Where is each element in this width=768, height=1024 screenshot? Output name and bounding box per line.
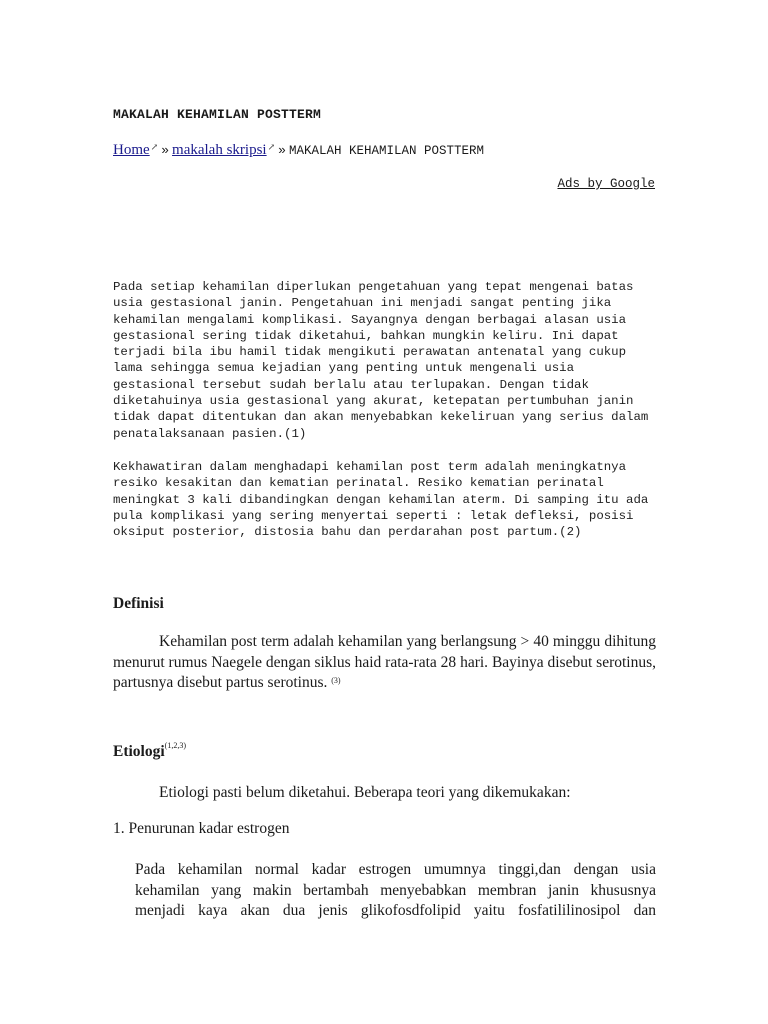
definisi-text: Kehamilan post term adalah kehamilan yang berlangsung > 40 minggu dihitung menurut rumus Naegele dengan siklus haid rata-rata 28 hari. Bayinya disebut serotinus, partusnya disebut partus serotinus. bbox=[113, 633, 656, 692]
paragraph-line: Pada kehamilan normal kadar estrogen umumnya tinggi,dan dengan usia bbox=[135, 861, 656, 878]
breadcrumb-current: MAKALAH KEHAMILAN POSTTERM bbox=[288, 144, 485, 158]
list-item-estrogen: 1. Penurunan kadar estrogen bbox=[113, 820, 290, 837]
definisi-reference: (3) bbox=[331, 676, 341, 686]
breadcrumb bbox=[113, 142, 484, 159]
breadcrumb-separator: » bbox=[278, 143, 286, 158]
breadcrumb-home-label: Home bbox=[113, 142, 150, 158]
etiologi-heading-label: Etiologi bbox=[113, 743, 165, 760]
breadcrumb-home-link[interactable] bbox=[113, 142, 158, 158]
external-link-icon: ↗ bbox=[150, 142, 159, 152]
definisi-paragraph bbox=[113, 632, 656, 694]
intro-paragraph-2: Kekhawatiran dalam menghadapi kehamilan post term adalah meningkatnya resiko kesakitan dan kematian perinatal. Resiko kematian perinatal meningkat 3 kali dibandingkan dengan kehamilan aterm. Di samping itu ada pula komplikasi yang sering menyertai seperti : letak defleksi, posisi oksiput posterior, distosia bahu dan perdarahan post partum.(2) bbox=[113, 460, 649, 540]
definisi-heading: Definisi bbox=[113, 595, 164, 612]
estrogen-paragraph bbox=[135, 860, 656, 922]
page-title: MAKALAH KEHAMILAN POSTTERM bbox=[113, 107, 322, 122]
external-link-icon: ↗ bbox=[267, 142, 276, 152]
etiologi-heading bbox=[113, 743, 186, 761]
breadcrumb-category-link[interactable] bbox=[172, 142, 275, 158]
breadcrumb-category-label: makalah skripsi bbox=[172, 142, 267, 158]
intro-paragraph-1: Pada setiap kehamilan diperlukan pengetahuan yang tepat mengenai batas usia gestasional janin. Pengetahuan ini menjadi sangat penting jika kehamilan mengalami komplikasi. Sayangnya dengan berbagai alasan usia gestasional sering tidak diketahui, bahkan mungkin keliru. Ini dapat terjadi bila ibu hamil tidak mengikuti perawatan antenatal yang cukup lama sehingga semua kejadian yang penting untuk mengenali usia gestasional tersebut sudah berlalu atau terlupakan. Dengan tidak diketahuinya usia gestasional yang akurat, ketepatan pertumbuhan janin tidak dapat ditentukan dan akan menyebabkan kekeliruan yang serius dalam penatalaksanaan pasien.(1) bbox=[113, 280, 649, 441]
paragraph-line: kehamilan yang makin bertambah menyebabkan membran janin khususnya bbox=[135, 881, 656, 899]
breadcrumb-separator: » bbox=[161, 143, 170, 158]
ads-by-google-link[interactable]: Ads by Google bbox=[557, 177, 655, 191]
etiologi-reference: (1,2,3) bbox=[164, 741, 186, 750]
paragraph-line: menjadi kaya akan dua jenis glikofosdfolipid yaitu fosfatililinosipol dan bbox=[135, 902, 656, 920]
etiologi-intro: Etiologi pasti belum diketahui. Beberapa teori yang dikemukakan: bbox=[159, 784, 571, 801]
